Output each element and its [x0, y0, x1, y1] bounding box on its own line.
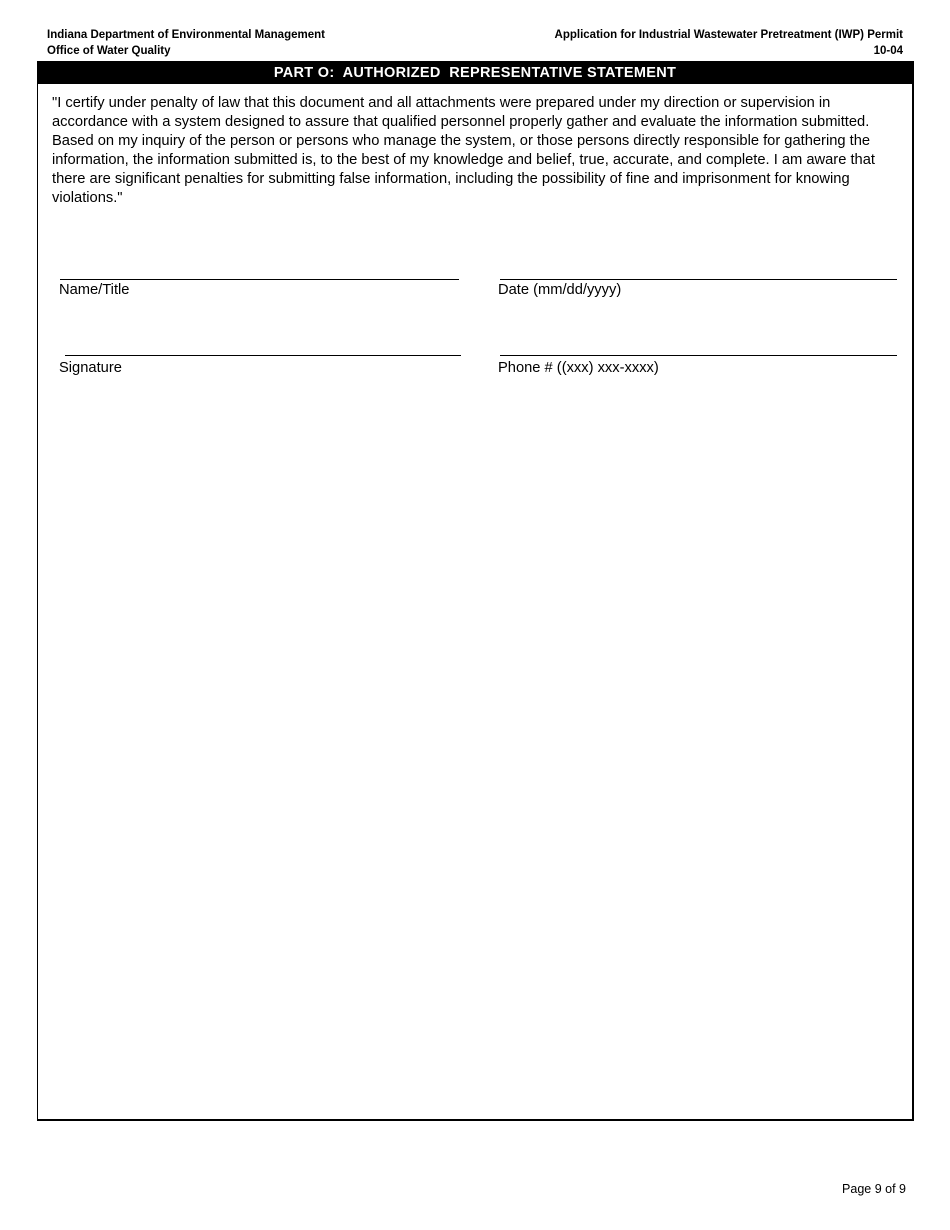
- form-revision: 10-04: [873, 45, 903, 57]
- phone-label: Phone # ((xxx) xxx-xxxx): [498, 360, 659, 376]
- date-label: Date (mm/dd/yyyy): [498, 282, 622, 298]
- office-name: Office of Water Quality: [47, 45, 171, 57]
- phone-field[interactable]: [500, 355, 897, 356]
- name-title-label: Name/Title: [59, 282, 130, 298]
- certification-statement: "I certify under penalty of law that this document and all attachments were prepared under my direction or supervision in accordance with a system designed to assure that qualified personnel properly gather and evaluate the information submitted. Based on my inquiry of the person or persons who manage the system, or those persons directly responsible for gathering the information, the information submitted is, to the best of my knowledge and belief, true, accurate, and complete. I am aware that there are significant penalties for submitting false information, including the possibility of fine and imprisonment for knowing violations.": [52, 95, 875, 206]
- signature-label: Signature: [59, 360, 122, 376]
- agency-header: [47, 27, 325, 59]
- form-section-frame: [37, 61, 914, 1121]
- signature-field[interactable]: [65, 355, 461, 356]
- section-title-bar: PART O: AUTHORIZED REPRESENTATIVE STATEMENT: [38, 62, 912, 84]
- agency-name: Indiana Department of Environmental Management: [47, 29, 325, 41]
- page-number: Page 9 of 9: [842, 1182, 906, 1196]
- date-field[interactable]: [500, 279, 897, 280]
- name-title-field[interactable]: [60, 279, 459, 280]
- form-header: [555, 27, 903, 59]
- form-title: Application for Industrial Wastewater Pretreatment (IWP) Permit: [554, 29, 903, 41]
